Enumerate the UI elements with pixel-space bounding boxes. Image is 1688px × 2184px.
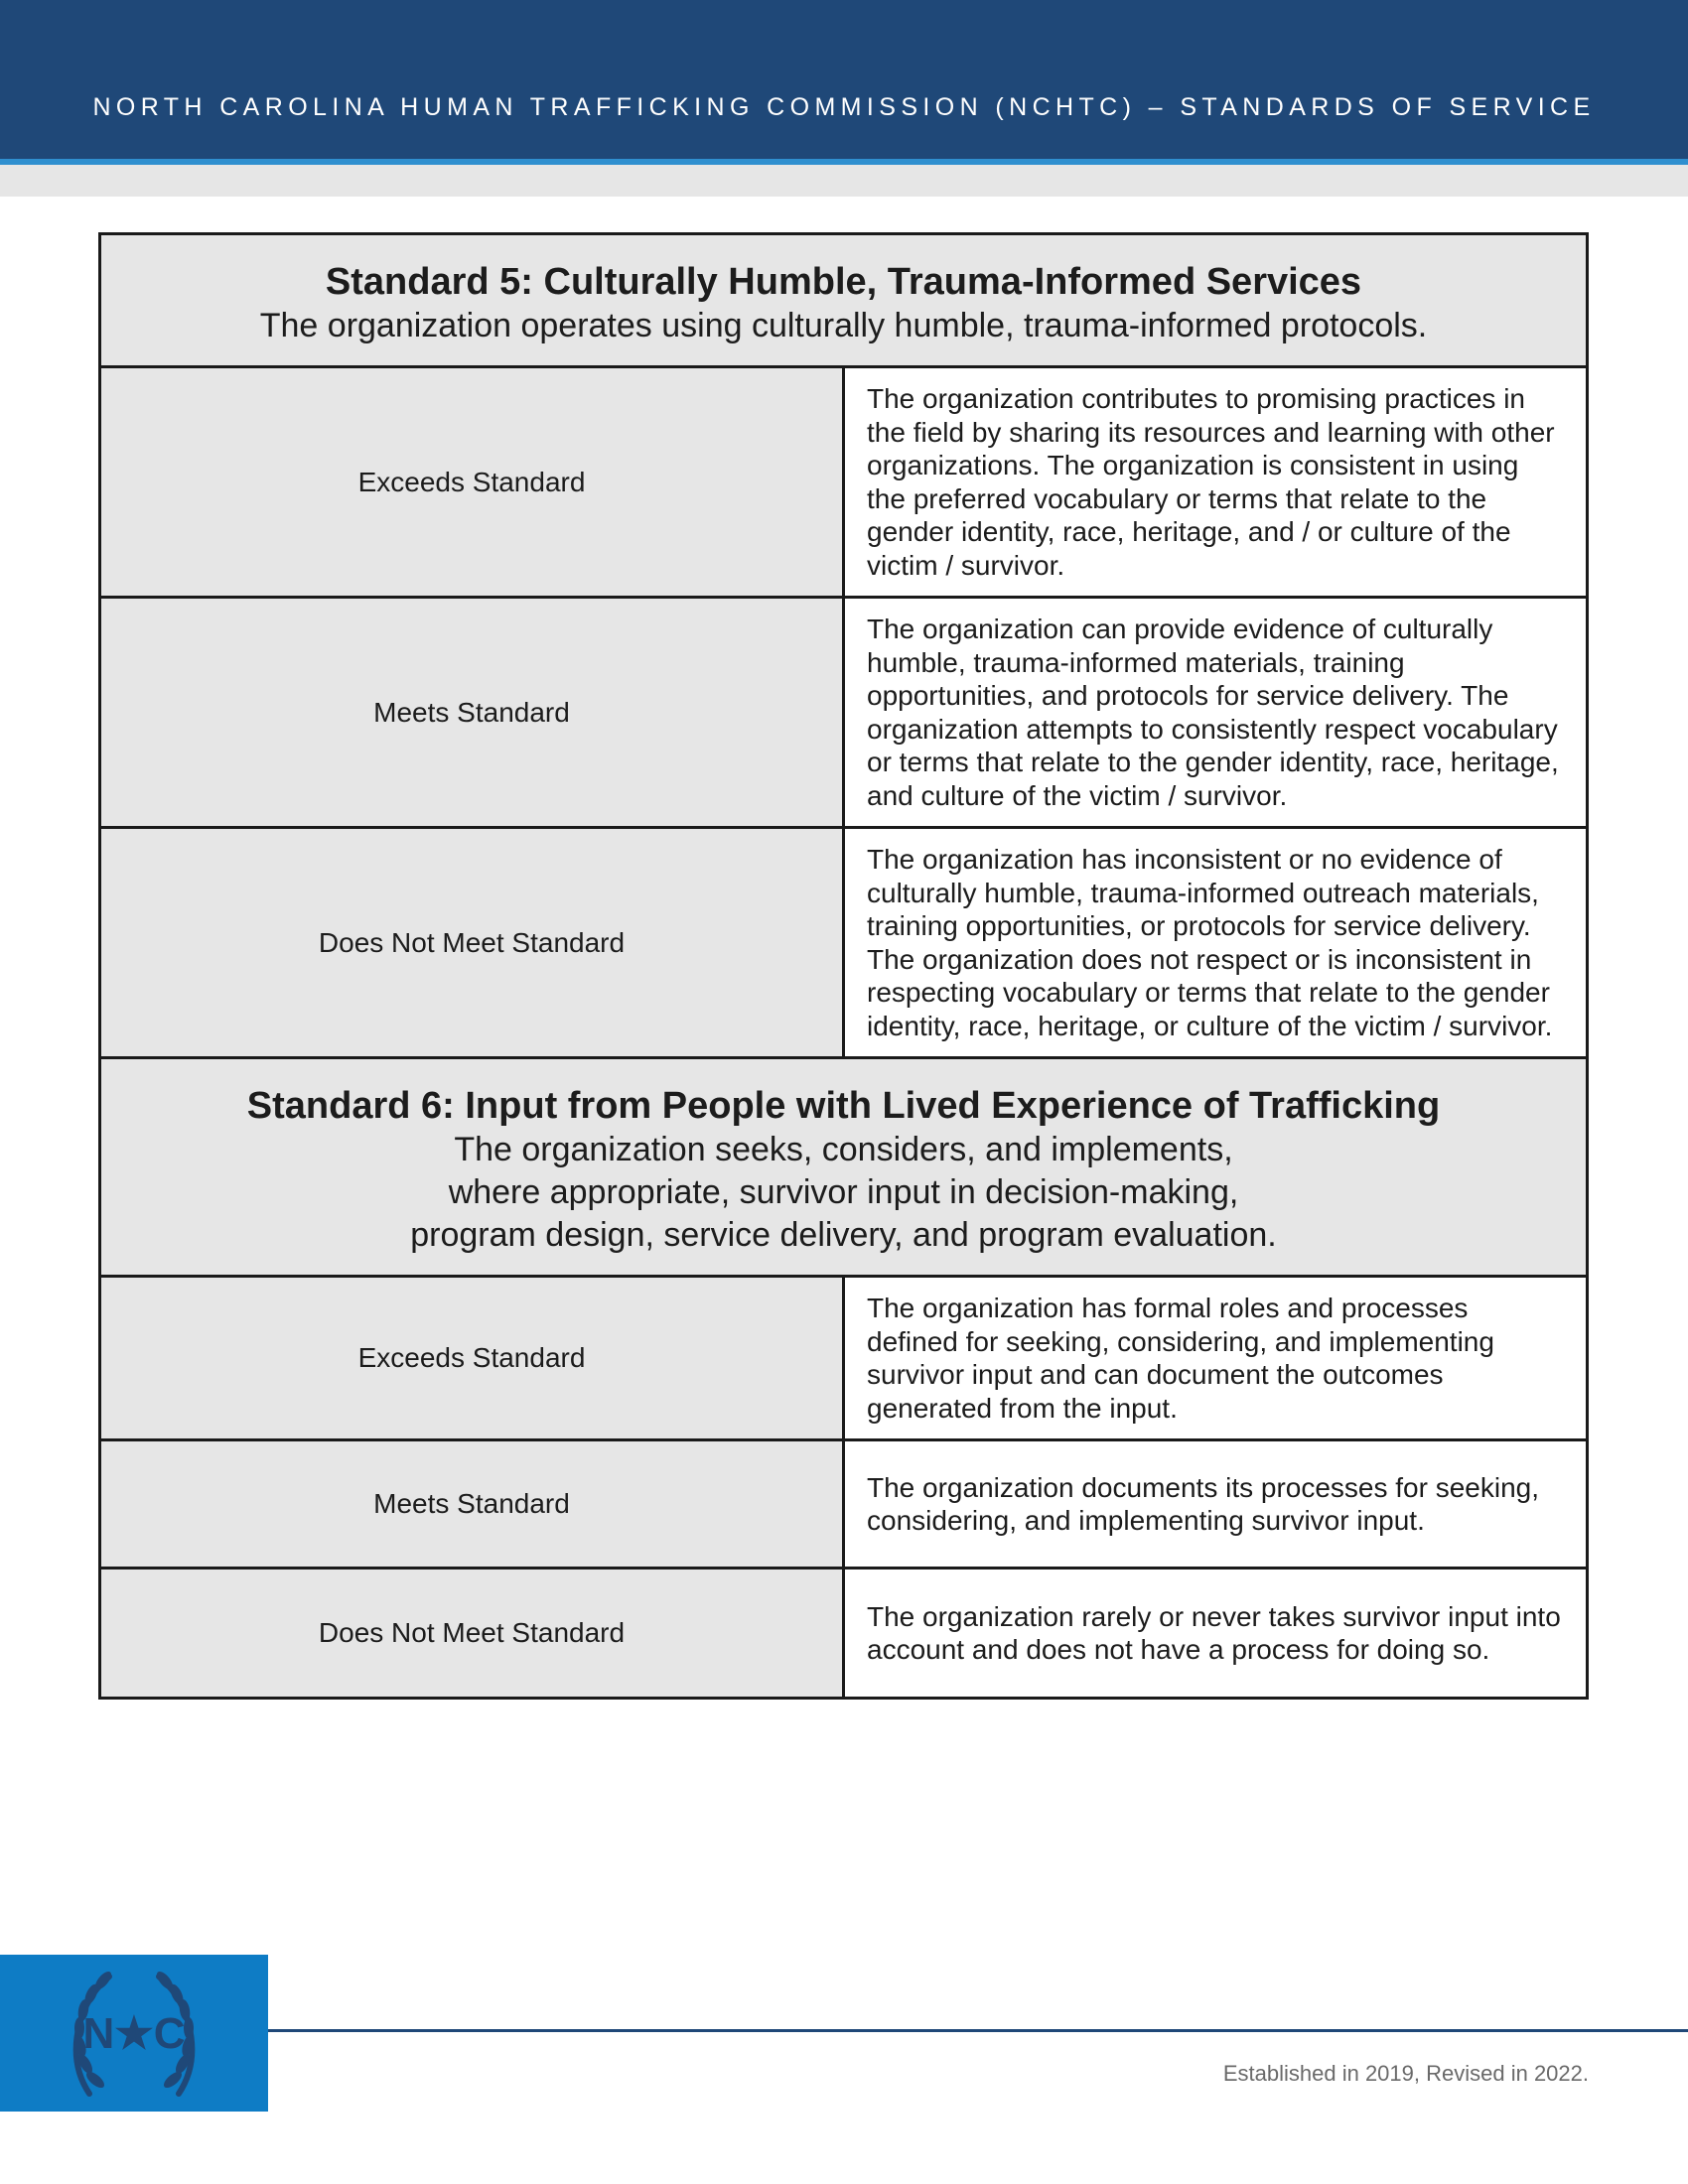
standard-header-row: [100, 234, 1588, 367]
standard-header-row: [100, 1058, 1588, 1277]
standard-5-header: [100, 234, 1588, 367]
standard-6-header: [100, 1058, 1588, 1277]
level-label: Meets Standard: [100, 1440, 844, 1569]
level-criteria: The organization has formal roles and processes defined for seeking, considering, and implementing survivor input and can document the outcomes generated from the input.: [844, 1277, 1588, 1440]
level-criteria: The organization rarely or never takes survivor input into account and does not have a process for doing so.: [844, 1569, 1588, 1699]
header-gray-band: [0, 165, 1688, 197]
table-row: [100, 1569, 1588, 1699]
page-header-title: NORTH CAROLINA HUMAN TRAFFICKING COMMISSION (NCHTC) – STANDARDS OF SERVICE: [92, 93, 1596, 121]
level-label: Exceeds Standard: [100, 367, 844, 598]
level-criteria: The organization documents its processes for seeking, considering, and implementing survivor input.: [844, 1440, 1588, 1569]
laurel-wreath-icon: [0, 1955, 268, 2112]
level-criteria: The organization contributes to promising practices in the field by sharing its resources and learning with other organizations. The organization is consistent in using the preferred vocabulary or terms that relate to the gender identity, race, heritage, and / or culture of the victim / survivor.: [844, 367, 1588, 598]
standard-description-line: program design, service delivery, and program evaluation.: [410, 1216, 1277, 1254]
standard-description: The organization operates using culturally humble, trauma-informed protocols.: [259, 307, 1428, 344]
level-label: Does Not Meet Standard: [100, 828, 844, 1058]
table-row: [100, 1440, 1588, 1569]
logo-monogram: N★C: [82, 2009, 186, 2058]
level-label: Meets Standard: [100, 598, 844, 828]
table-row: [100, 598, 1588, 828]
table-row: [100, 828, 1588, 1058]
standard-title: Standard 6: Input from People with Lived Experience of Trafficking: [246, 1085, 1441, 1127]
table-row: [100, 1277, 1588, 1440]
footer-rule: [268, 2029, 1688, 2032]
nc-logo: [0, 1955, 268, 2112]
standards-table: [98, 232, 1589, 1700]
level-criteria: The organization has inconsistent or no evidence of culturally humble, trauma-informed outreach materials, training opportunities, or protocols for service delivery. The organization does not respect or is inconsistent in respecting vocabulary or terms that relate to the gender identity, race, heritage, or culture of the victim / survivor.: [844, 828, 1588, 1058]
standard-description-line: where appropriate, survivor input in decision-making,: [448, 1173, 1239, 1211]
footer-note: Established in 2019, Revised in 2022.: [1222, 2061, 1589, 2086]
standard-description-line: The organization seeks, considers, and implements,: [454, 1131, 1233, 1168]
standard-title: Standard 5: Culturally Humble, Trauma-Informed Services: [325, 261, 1362, 303]
level-label: Exceeds Standard: [100, 1277, 844, 1440]
level-label: Does Not Meet Standard: [100, 1569, 844, 1699]
level-criteria: The organization can provide evidence of culturally humble, trauma-informed materials, training opportunities, and protocols for service delivery. The organization attempts to consistently respect vocabulary or terms that relate to the gender identity, race, heritage, and culture of the victim / survivor.: [844, 598, 1588, 828]
table-row: [100, 367, 1588, 598]
header-band: [0, 0, 1688, 159]
